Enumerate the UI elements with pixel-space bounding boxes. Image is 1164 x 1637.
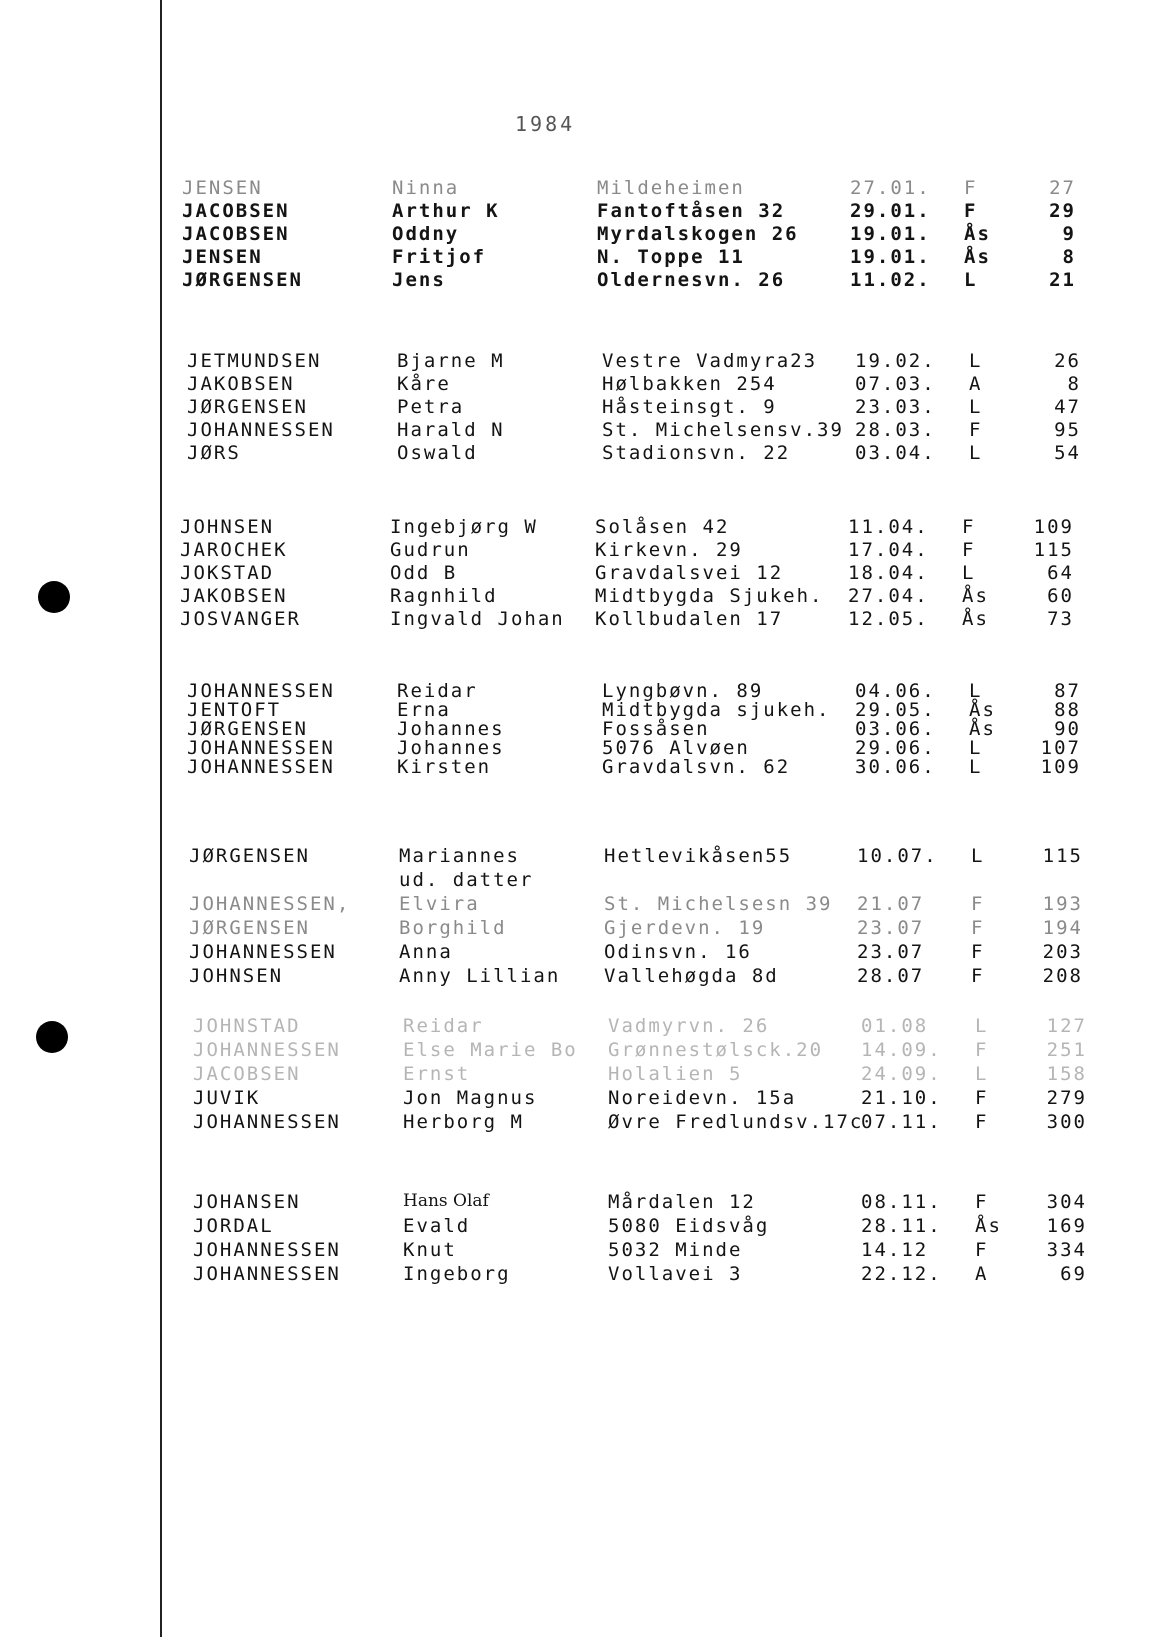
cell-code: F: [975, 1087, 989, 1109]
cell-first: Fritjof: [392, 246, 487, 268]
punch-hole: [36, 1021, 68, 1053]
cell-code: L: [975, 1063, 989, 1085]
cell-num: 26: [1054, 350, 1081, 372]
cell-num: 69: [1060, 1263, 1087, 1285]
cell-address: 5032 Minde: [608, 1239, 743, 1261]
cell-code: F: [971, 893, 985, 915]
cell-num: 8: [1062, 246, 1076, 268]
cell-surname: JØRGENSEN: [189, 845, 310, 867]
cell-surname: JOHNSTAD: [193, 1015, 301, 1037]
cell-surname: JØRGENSEN: [182, 269, 303, 291]
cell-code: A: [969, 373, 983, 395]
cell-num: 73: [1047, 608, 1074, 630]
cell-first: Anna: [399, 941, 453, 963]
cell-surname: JORDAL: [193, 1215, 274, 1237]
cell-surname: JENSEN: [182, 246, 263, 268]
cell-surname: JAKOBSEN: [187, 373, 295, 395]
cell-num: 88: [1054, 699, 1081, 721]
cell-date: 11.02.: [850, 269, 931, 291]
cell-address: Hetlevikåsen55: [604, 845, 793, 867]
cell-date: 21.07: [857, 893, 925, 915]
cell-surname: JACOBSEN: [182, 223, 290, 245]
cell-address: Oldernesvn. 26: [597, 269, 786, 291]
cell-code: A: [975, 1263, 989, 1285]
cell-date: 03.06.: [855, 718, 936, 740]
cell-num: 251: [1046, 1039, 1087, 1061]
cell-code: F: [975, 1239, 989, 1261]
cell-first: Herborg M: [403, 1111, 524, 1133]
cell-code: L: [969, 350, 983, 372]
cell-num: 193: [1042, 893, 1083, 915]
cell-surname: JENTOFT: [187, 699, 282, 721]
cell-surname: JOHANNESSEN: [193, 1111, 341, 1133]
cell-address: 5076 Alvøen: [602, 737, 750, 759]
cell-address: Stadionsvn. 22: [602, 442, 791, 464]
cell-first: Erna: [397, 699, 451, 721]
cell-date: 23.03.: [855, 396, 936, 418]
cell-code: F: [975, 1191, 989, 1213]
cell-address: Solåsen 42: [595, 516, 730, 538]
cell-code: L: [962, 562, 976, 584]
cell-first: Kirsten: [397, 756, 492, 778]
cell-first: Ingebjørg W: [390, 516, 538, 538]
cell-num: 109: [1040, 756, 1081, 778]
cell-address: St. Michelsesn 39: [604, 893, 833, 915]
cell-date: 19.01.: [850, 246, 931, 268]
cell-surname: JOHANNESSEN: [187, 756, 335, 778]
cell-surname: JACOBSEN: [182, 200, 290, 222]
cell-date: 29.05.: [855, 699, 936, 721]
cell-num: 208: [1042, 965, 1083, 987]
cell-num: 203: [1042, 941, 1083, 963]
cell-surname: JENSEN: [182, 177, 263, 199]
cell-address: Kirkevn. 29: [595, 539, 743, 561]
cell-address: Øvre Fredlundsv.17c: [608, 1111, 864, 1133]
cell-surname: JOHANSEN: [193, 1191, 301, 1213]
cell-address: Noreidevn. 15a: [608, 1087, 797, 1109]
cell-date: 27.04.: [848, 585, 929, 607]
cell-first: Reidar: [403, 1015, 484, 1037]
cell-address: Vollavei 3: [608, 1263, 743, 1285]
cell-date: 11.04.: [848, 516, 929, 538]
cell-num: 169: [1046, 1215, 1087, 1237]
cell-first: Kåre: [397, 373, 451, 395]
cell-surname: JØRS: [187, 442, 241, 464]
cell-code: L: [971, 845, 985, 867]
cell-num: 27: [1049, 177, 1076, 199]
cell-num: 304: [1046, 1191, 1087, 1213]
cell-surname: JØRGENSEN: [189, 917, 310, 939]
cell-date: 18.04.: [848, 562, 929, 584]
cell-date: 29.01.: [850, 200, 931, 222]
cell-num: 21: [1049, 269, 1076, 291]
cell-code: F: [964, 177, 978, 199]
cell-date: 17.04.: [848, 539, 929, 561]
cell-date: 24.09.: [861, 1063, 942, 1085]
cell-num: 279: [1046, 1087, 1087, 1109]
cell-first: Gudrun: [390, 539, 471, 561]
cell-code: L: [975, 1015, 989, 1037]
cell-first: Bjarne M: [397, 350, 505, 372]
cell-date: 30.06.: [855, 756, 936, 778]
cell-first: Jon Magnus: [403, 1087, 538, 1109]
cell-address: Mårdalen 12: [608, 1191, 756, 1213]
cell-num: 194: [1042, 917, 1083, 939]
cell-num: 334: [1046, 1239, 1087, 1261]
cell-date: 23.07: [857, 941, 925, 963]
cell-first: ud. datter: [399, 869, 534, 891]
cell-code: F: [975, 1111, 989, 1133]
cell-date: 04.06.: [855, 680, 936, 702]
cell-first: Borghild: [399, 917, 507, 939]
cell-date: 29.06.: [855, 737, 936, 759]
cell-code: F: [962, 539, 976, 561]
cell-surname: JAROCHEK: [180, 539, 288, 561]
cell-surname: JØRGENSEN: [187, 718, 308, 740]
cell-first: Oswald: [397, 442, 478, 464]
cell-first: Ragnhild: [390, 585, 498, 607]
cell-code: F: [971, 965, 985, 987]
page-year: 1984: [515, 112, 576, 136]
cell-num: 60: [1047, 585, 1074, 607]
cell-code: F: [969, 419, 983, 441]
cell-first: Arthur K: [392, 200, 500, 222]
cell-address: Midtbygda sjukeh.: [602, 699, 831, 721]
cell-surname: JOHANNESSEN,: [189, 893, 351, 915]
cell-address: Holalien 5: [608, 1063, 743, 1085]
cell-date: 07.03.: [855, 373, 936, 395]
cell-surname: JOHANNESSEN: [189, 941, 337, 963]
cell-first: Harald N: [397, 419, 505, 441]
cell-first: Reidar: [397, 680, 478, 702]
cell-date: 10.07.: [857, 845, 938, 867]
cell-code: L: [964, 269, 978, 291]
cell-code: L: [969, 396, 983, 418]
cell-date: 28.11.: [861, 1215, 942, 1237]
cell-surname: JAKOBSEN: [180, 585, 288, 607]
cell-code: F: [971, 941, 985, 963]
cell-code: Ås: [969, 699, 996, 721]
cell-first: Jens: [392, 269, 446, 291]
cell-date: 01.08: [861, 1015, 929, 1037]
cell-address: Vestre Vadmyra23: [602, 350, 818, 372]
cell-address: Midtbygda Sjukeh.: [595, 585, 824, 607]
cell-surname: JOHANNESSEN: [187, 737, 335, 759]
cell-first: Hans Olaf: [403, 1191, 489, 1211]
cell-first: Ingvald Johan: [390, 608, 565, 630]
cell-num: 115: [1033, 539, 1074, 561]
cell-surname: JOSVANGER: [180, 608, 301, 630]
cell-num: 9: [1062, 223, 1076, 245]
cell-date: 07.11.: [861, 1111, 942, 1133]
cell-address: Kollbudalen 17: [595, 608, 784, 630]
cell-first: Odd B: [390, 562, 458, 584]
cell-num: 54: [1054, 442, 1081, 464]
cell-date: 19.02.: [855, 350, 936, 372]
cell-address: Myrdalskogen 26: [597, 223, 799, 245]
cell-code: L: [969, 737, 983, 759]
cell-address: Odinsvn. 16: [604, 941, 752, 963]
cell-first: Ninna: [392, 177, 460, 199]
cell-address: Gravdalsvei 12: [595, 562, 784, 584]
cell-num: 64: [1047, 562, 1074, 584]
cell-code: Ås: [975, 1215, 1002, 1237]
cell-address: Hølbakken 254: [602, 373, 777, 395]
cell-first: Else Marie Bo: [403, 1039, 578, 1061]
cell-address: Mildeheimen: [597, 177, 745, 199]
cell-code: Ås: [964, 223, 991, 245]
punch-hole: [38, 581, 70, 613]
cell-code: Ås: [962, 608, 989, 630]
cell-date: 14.09.: [861, 1039, 942, 1061]
cell-address: Vallehøgda 8d: [604, 965, 779, 987]
cell-first: Elvira: [399, 893, 480, 915]
cell-code: F: [962, 516, 976, 538]
cell-address: 5080 Eidsvåg: [608, 1215, 770, 1237]
cell-first: Oddny: [392, 223, 460, 245]
cell-num: 29: [1049, 200, 1076, 222]
cell-surname: JOHNSEN: [180, 516, 275, 538]
margin-line: [160, 0, 162, 1637]
cell-date: 28.07: [857, 965, 925, 987]
cell-code: L: [969, 756, 983, 778]
cell-code: L: [969, 442, 983, 464]
cell-date: 21.10.: [861, 1087, 942, 1109]
cell-address: Gjerdevn. 19: [604, 917, 766, 939]
cell-surname: JOHNSEN: [189, 965, 284, 987]
cell-date: 22.12.: [861, 1263, 942, 1285]
cell-code: F: [964, 200, 978, 222]
cell-first: Johannes: [397, 718, 505, 740]
cell-code: Ås: [969, 718, 996, 740]
cell-num: 115: [1042, 845, 1083, 867]
cell-surname: JOHANNESSEN: [193, 1239, 341, 1261]
cell-surname: JOKSTAD: [180, 562, 275, 584]
cell-surname: JOHANNESSEN: [193, 1263, 341, 1285]
cell-address: N. Toppe 11: [597, 246, 745, 268]
cell-num: 158: [1046, 1063, 1087, 1085]
cell-date: 03.04.: [855, 442, 936, 464]
cell-num: 47: [1054, 396, 1081, 418]
cell-surname: JØRGENSEN: [187, 396, 308, 418]
cell-address: Fantoftåsen 32: [597, 200, 786, 222]
cell-date: 19.01.: [850, 223, 931, 245]
cell-surname: JETMUNDSEN: [187, 350, 322, 372]
cell-first: Petra: [397, 396, 465, 418]
cell-surname: JOHANNESSEN: [187, 419, 335, 441]
cell-address: Vadmyrvn. 26: [608, 1015, 770, 1037]
cell-first: Knut: [403, 1239, 457, 1261]
cell-code: F: [975, 1039, 989, 1061]
cell-surname: JACOBSEN: [193, 1063, 301, 1085]
cell-address: Fossåsen: [602, 718, 710, 740]
cell-date: 14.12: [861, 1239, 929, 1261]
cell-date: 27.01.: [850, 177, 931, 199]
cell-num: 90: [1054, 718, 1081, 740]
cell-date: 12.05.: [848, 608, 929, 630]
cell-address: Gravdalsvn. 62: [602, 756, 791, 778]
cell-num: 107: [1040, 737, 1081, 759]
cell-num: 300: [1046, 1111, 1087, 1133]
cell-code: Ås: [964, 246, 991, 268]
cell-first: Mariannes: [399, 845, 520, 867]
cell-num: 95: [1054, 419, 1081, 441]
cell-code: L: [969, 680, 983, 702]
cell-first: Ingeborg: [403, 1263, 511, 1285]
cell-num: 127: [1046, 1015, 1087, 1037]
cell-first: Evald: [403, 1215, 471, 1237]
cell-address: Håsteinsgt. 9: [602, 396, 777, 418]
cell-first: Ernst: [403, 1063, 471, 1085]
cell-num: 109: [1033, 516, 1074, 538]
cell-num: 87: [1054, 680, 1081, 702]
cell-first: Johannes: [397, 737, 505, 759]
cell-date: 28.03.: [855, 419, 936, 441]
cell-date: 08.11.: [861, 1191, 942, 1213]
cell-code: F: [971, 917, 985, 939]
cell-date: 23.07: [857, 917, 925, 939]
cell-address: Lyngbøvn. 89: [602, 680, 764, 702]
cell-code: Ås: [962, 585, 989, 607]
cell-surname: JUVIK: [193, 1087, 261, 1109]
cell-surname: JOHANNESSEN: [187, 680, 335, 702]
cell-address: St. Michelsensv.39: [602, 419, 844, 441]
cell-num: 8: [1067, 373, 1081, 395]
cell-first: Anny Lillian: [399, 965, 561, 987]
cell-surname: JOHANNESSEN: [193, 1039, 341, 1061]
cell-address: Grønnestølsck.20: [608, 1039, 824, 1061]
